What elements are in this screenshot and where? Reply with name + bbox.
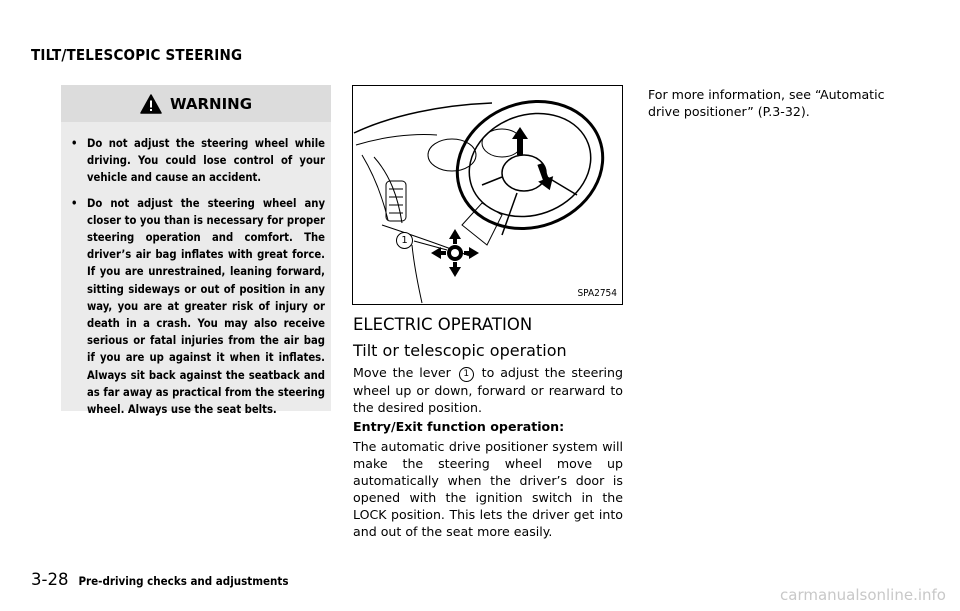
steering-wheel-illustration xyxy=(352,85,623,305)
chapter-title: Pre-driving checks and adjustments xyxy=(78,574,289,588)
figure-caption: SPA2754 xyxy=(577,288,617,299)
entry-exit-paragraph: The automatic drive positioner system will make the steering wheel move up automatically when the driver’s door is opened with the ignition switch in the LOCK position. This lets the driver get into and out of the seat more easily. xyxy=(353,439,623,539)
entry-exit-heading: Entry/Exit function operation: xyxy=(353,419,565,434)
page-footer xyxy=(31,570,289,589)
callout-marker: 1 xyxy=(396,232,413,249)
warning-item: • Do not adjust the steering wheel while driving. You could lose control of your vehicle and cause an accident. xyxy=(71,137,325,185)
page-number: 3-28 xyxy=(31,570,69,589)
warning-triangle-icon xyxy=(140,94,162,114)
subheading-tilt-telescopic: Tilt or telescopic operation xyxy=(353,341,567,360)
tilt-paragraph: Move the lever 1 to adjust the steering wheel up or down, forward or rearward to the desired position. xyxy=(353,365,623,415)
watermark: carmanualsonline.info xyxy=(780,586,946,604)
steering-figure xyxy=(352,85,623,305)
warning-list xyxy=(69,135,325,426)
warning-item: • Do not adjust the steering wheel any closer to you than is necessary for proper steering operation and comfort. The driver’s air bag inflates with great force. If you are unrestrained, leaning forward, sitting sideways or out of position in any way, you are at greater risk of injury or death in a crash. You may also receive serious or fatal injuries from the air bag if you are up against it when it inflates. Always sit back against the seatback and as far away as practical from the steering wheel. Always use the seat belts. xyxy=(71,196,325,417)
callout-marker-inline: 1 xyxy=(459,367,474,382)
section-heading-electric-operation: ELECTRIC OPERATION xyxy=(353,315,533,334)
warning-title: WARNING xyxy=(169,94,253,113)
section-title: TILT/TELESCOPIC STEERING xyxy=(31,46,243,64)
warning-box xyxy=(61,85,331,417)
more-info-paragraph: For more information, see “Automatic drive positioner” (P.3-32). xyxy=(648,87,885,119)
warning-header xyxy=(61,85,331,122)
